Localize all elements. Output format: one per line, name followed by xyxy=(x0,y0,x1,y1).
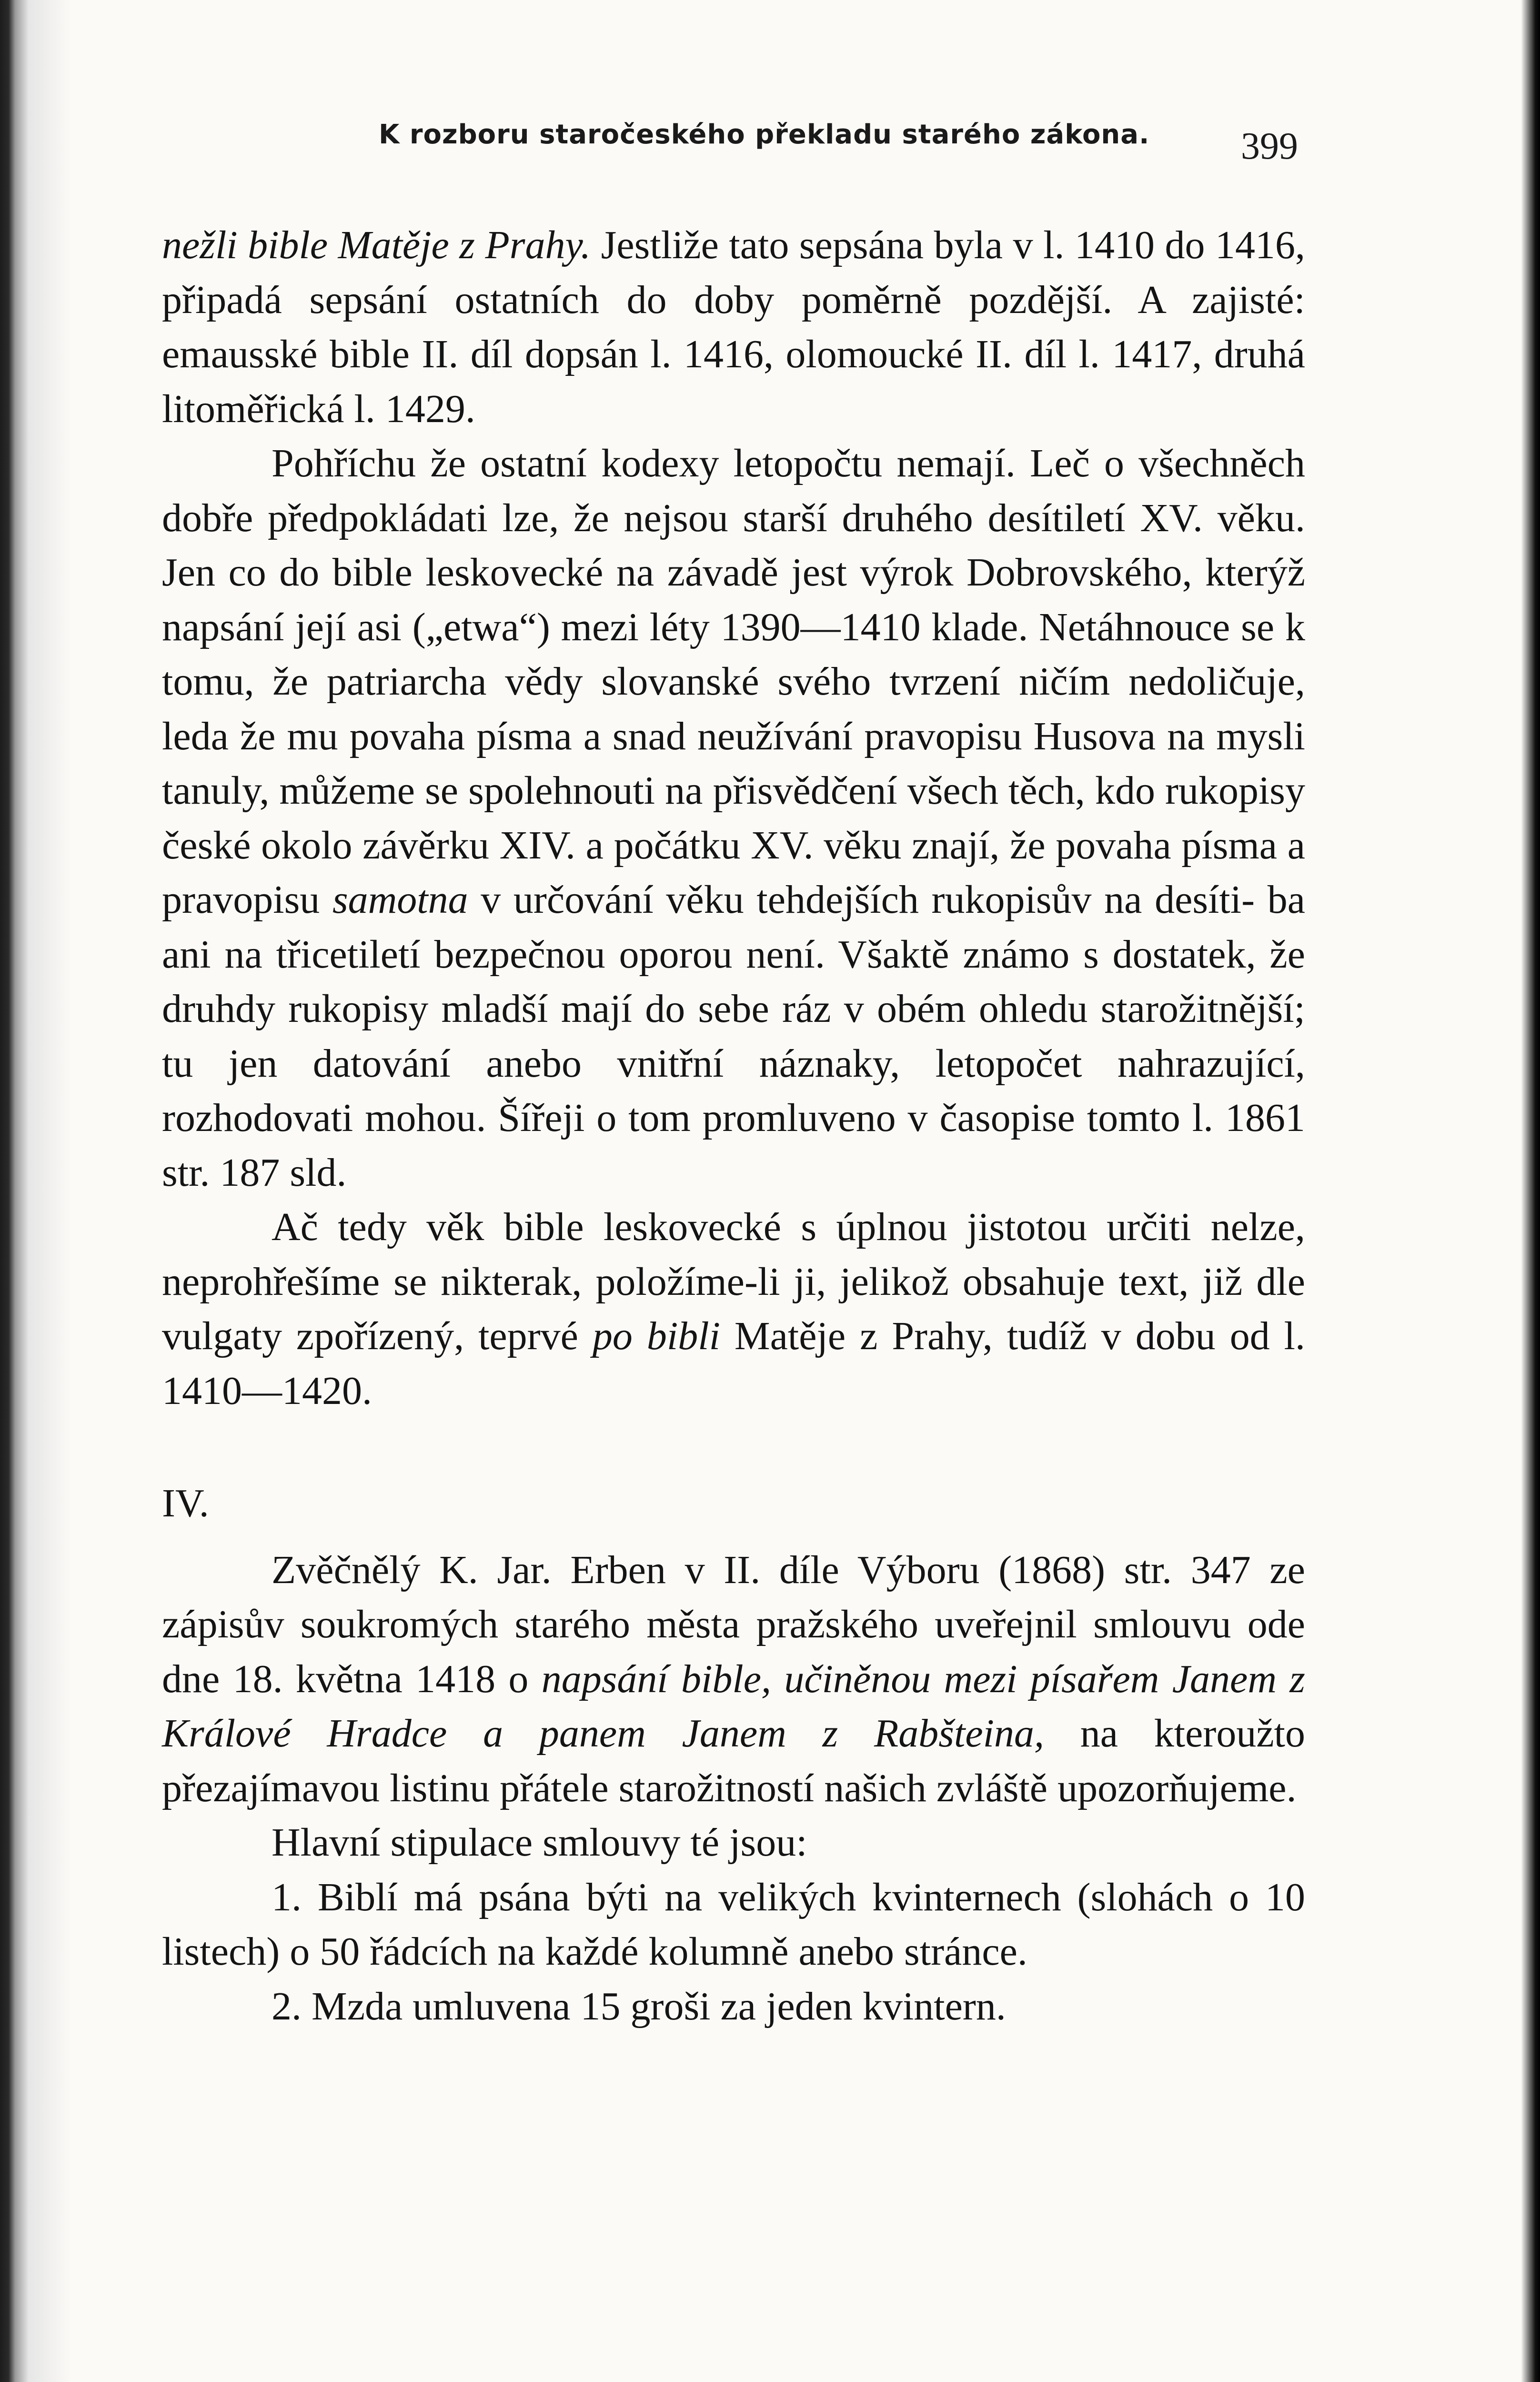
paragraph-3-italic: po bibli xyxy=(592,1314,720,1358)
paragraph-1 xyxy=(162,218,1305,436)
section-heading: IV. xyxy=(162,1481,209,1525)
page-number: 399 xyxy=(1241,125,1298,167)
paragraph-2 xyxy=(162,436,1305,1200)
paragraph-3-text-b: Matěje z Prahy, tudíž v dobu od l. 1410—1420. xyxy=(162,1314,1306,1413)
paragraph-3 xyxy=(162,1200,1305,1418)
scan-border xyxy=(1521,0,1540,2382)
paragraph-2-italic: samotna xyxy=(332,878,468,922)
running-title: K rozboru staročeského překladu starého zákona. xyxy=(379,119,1150,150)
paragraph-4 xyxy=(162,1543,1305,1816)
paragraph-4-italic: napsání bible, učiněnou mezi písařem Janem z Králové Hradce a panem Janem z Rabšteina, xyxy=(162,1656,1305,1756)
page-body xyxy=(162,218,1305,2034)
paragraph-7: 2. Mzda umluvena 15 groši za jeden kvintern. xyxy=(272,1984,1006,2029)
paragraph-2-text-a: Pohříchu že ostatní kodexy letopočtu nemají. Leč o všechněch dobře předpokládati lze, že nejsou starší druhého desítiletí XV. věku. Jen co do bible leskovecké na závadě jest výrok Dobrovského, kterýž napsání její asi („etwa“) mezi léty 1390—1410 klade. Netáhnouce se k tomu, že patriarcha vědy slovanské svého tvrzení ničím nedoličuje, leda že mu povaha písma a snad neužívání pravopisu Husova na mysli tanuly, můžeme se spolehnouti na přisvědčení všech těch, kdo rukopisy české okolo závěrku XIV. a počátku XV. věku znají, že povaha písma a pravopisu xyxy=(162,441,1305,922)
paragraph-2-text-b: v určování věku tehdejších rukopisův na desíti- ba ani na třicetiletí bezpečnou oporou není. Všaktě známo s dostatek, že druhdy rukopisy mladší mají do sebe ráz v obém ohledu starožitnější; tu jen datování anebo vnitřní náznaky, letopočet nahrazující, rozhodovati mohou. Šířeji o tom promluveno v časopise tomto l. 1861 str. 187 sld. xyxy=(162,878,1305,1195)
paragraph-1-italic: nežli bible Matěje z Prahy. xyxy=(162,223,591,267)
paragraph-1-text: Jestliže tato sepsána byla v l. 1410 do 1416, připadá sepsání ostatních do doby poměrně pozdější. A zajisté: emausské bible II. díl dopsán l. 1416, olomoucké II. díl l. 1417, druhá litoměřická l. 1429. xyxy=(162,223,1306,431)
paragraph-4-text-b: na kteroužto přezajímavou listinu přátele starožitností našich zvláště upozorňujeme. xyxy=(162,1711,1305,1810)
paragraph-5: Hlavní stipulace smlouvy té jsou: xyxy=(272,1820,807,1865)
book-spine-shadow xyxy=(0,0,71,2382)
paragraph-3-text-a: Ač tedy věk bible leskovecké s úplnou jistotou určiti nelze, neprohřešíme se nikterak, položíme-li ji, jelikož obsahuje text, již dle vulgaty zpořízený, teprvé xyxy=(162,1205,1305,1358)
paragraph-6: 1. Biblí má psána býti na velikých kvinternech (slohách o 10 listech) o 50 řádcích na každé kolumně anebo stránce. xyxy=(162,1875,1305,1974)
paragraph-4-text-a: Zvěčnělý K. Jar. Erben v II. díle Výboru (1868) str. 347 ze zápisův soukromých starého města pražského uveřejnil smlouvu ode dne 18. května 1418 o xyxy=(162,1547,1305,1701)
